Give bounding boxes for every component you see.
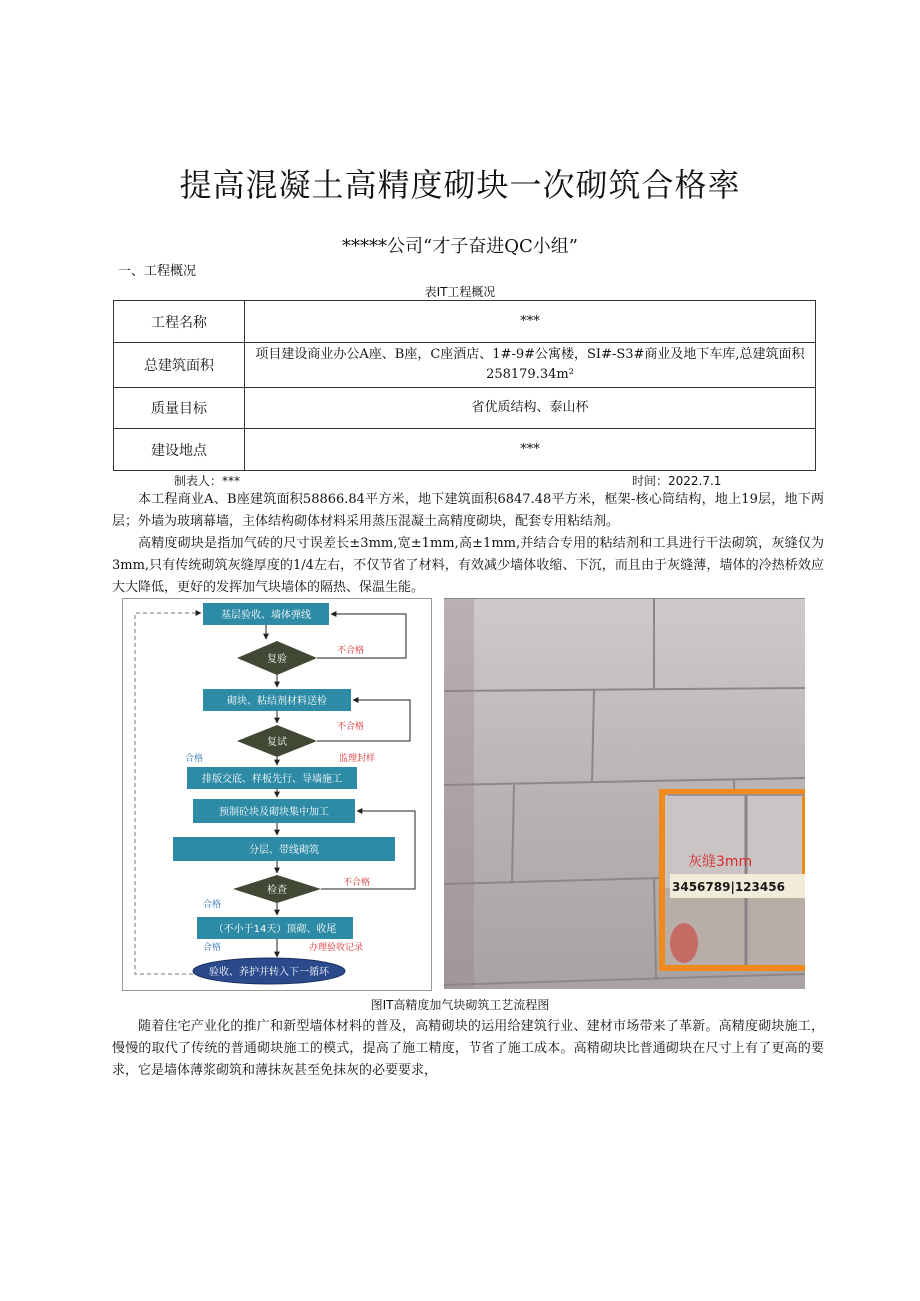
- table-cell-value: 项目建设商业办公A座、B座，C座酒店、1#-9#公寓楼，SI#-S3#商业及地下车库,总建筑面积258179.34m²: [245, 343, 816, 388]
- pass-label: 合格: [203, 943, 222, 953]
- flow-step-text: （不小于14天）顶砌、收尾: [213, 924, 337, 935]
- flow-step-text: 验收、养护并转入下一循环: [209, 967, 329, 978]
- table-cell-value: ***: [245, 301, 816, 343]
- pass-label: 合格: [203, 900, 222, 910]
- project-overview-table: [113, 300, 816, 471]
- body-paragraph: 随着住宅产业化的推广和新型墙体材料的普及，高精砌块的运用给建筑行业、建材市场带来了革新。高精度砌块施工，慢慢的取代了传统的普通砌块施工的模式，提高了施工精度，节省了施工成本。高精砌块比普通砌块在尺寸上有了更高的要求，它是墙体薄浆砌筑和薄抹灰甚至免抹灰的必要要求，: [112, 1019, 824, 1078]
- table-row: [114, 388, 816, 429]
- ruler-digits: 3456789|123456: [672, 880, 785, 894]
- acceptance-record-label: 办理验收记录: [309, 943, 364, 953]
- document-subtitle: *****公司“才子奋进QC小组”: [342, 236, 578, 257]
- table-row: [114, 343, 816, 388]
- table-cell-label: 质量目标: [114, 388, 245, 429]
- flow-decision-text: 复试: [267, 737, 287, 748]
- fail-label: 不合格: [337, 722, 365, 732]
- joint-width-label: 灰缝3mm: [688, 854, 753, 870]
- flow-step-text: 分层、带线砌筑: [249, 845, 319, 856]
- fail-label: 不合格: [337, 646, 365, 656]
- finger: [670, 923, 698, 963]
- table-caption: 表IT工程概况: [424, 285, 496, 299]
- section-heading: 一、工程概况: [118, 264, 197, 279]
- table-cell-label: 建设地点: [114, 429, 245, 471]
- figure-caption: 图IT高精度加气块砌筑工艺流程图: [370, 998, 550, 1012]
- flow-step-text: 基层验收、墙体弹线: [221, 610, 311, 621]
- supervisor-seal-label: 监理封样: [339, 754, 376, 764]
- block-wall-photo: [444, 598, 805, 989]
- flow-step-text: 排版交底、样板先行、导墙施工: [202, 774, 342, 785]
- table-row: [114, 301, 816, 343]
- body-paragraph: 高精度砌块是指加气砖的尺寸误差长±3mm,宽±1mm,高±1mm,并结合专用的粘结剂和工具进行干法砌筑，灰缝仅为3mm,只有传统砌筑灰缝厚度的1/4左右，不仅节省了材料，有效减少墙体收缩、下沉，而且由于灰缝薄，墙体的冷热桥效应大大降低，更好的发挥加气块墙体的隔热、保温生能。: [112, 536, 824, 595]
- table-cell-value: 省优质结构、泰山杯: [245, 388, 816, 429]
- flow-step-text: 预制砼块及砌块集中加工: [219, 807, 329, 818]
- flow-step-text: 砌块、粘结剂材料送检: [227, 696, 327, 707]
- table-maker: 制表人：***: [174, 474, 241, 488]
- table-cell-label: 工程名称: [114, 301, 245, 343]
- table-cell-value: ***: [245, 429, 816, 471]
- body-paragraph: 本工程商业A、B座建筑面积58866.84平方米，地下建筑面积6847.48平方米，框架-核心筒结构，地上19层，地下两层；外墙为玻璃幕墙，主体结构砌体材料采用蒸压混凝土高精度砌块，配套专用粘结剂。: [112, 492, 824, 529]
- flow-decision-text: 复验: [267, 654, 287, 665]
- flow-decision-text: 检查: [267, 885, 287, 896]
- pass-label: 合格: [185, 754, 204, 764]
- process-flowchart: [122, 598, 432, 991]
- table-row: [114, 429, 816, 471]
- table-date: 时间：2022.7.1: [632, 474, 722, 488]
- fail-label: 不合格: [343, 878, 371, 888]
- document-title: 提高混凝土高精度砌块一次砌筑合格率: [179, 166, 741, 204]
- table-cell-label: 总建筑面积: [114, 343, 245, 388]
